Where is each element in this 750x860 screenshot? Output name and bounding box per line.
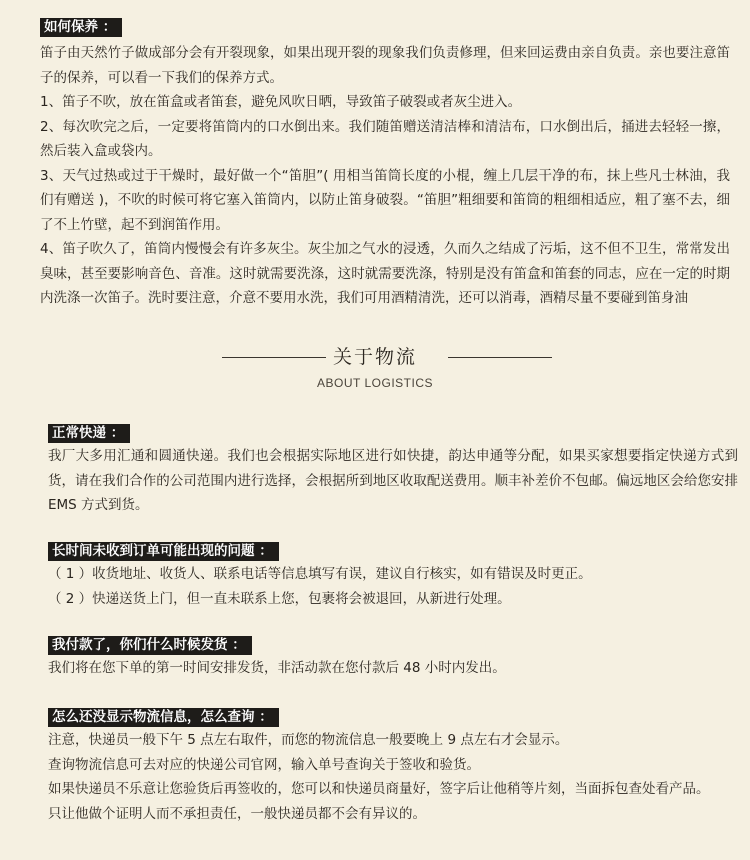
logistics-subtitle: ABOUT LOGISTICS [317, 376, 433, 390]
section-title: 怎么还没显示物流信息，怎么查询 ： [48, 708, 279, 727]
care-section [40, 16, 730, 311]
section-text: （ 1 ）收货地址、收货人、联系电话等信息填写有误，建议自行核实，如有错误及时更正。 [48, 566, 592, 582]
care-paragraph: 3、天气过热或过于干燥时，最好做一个“笛胆”( 用相当笛筒长度的小棍，缠上几层干净的布，抹上些凡士林油，我们有赠送 )，不吹的时候可将它塞入笛筒内，以防止笛身破裂。“笛胆”粗细要和笛筒的粗细相适应，粗了塞不去，细了不上竹壁，起不到润笛作用。 [40, 167, 730, 233]
logistics-heading [0, 338, 750, 390]
care-paragraph: 4、笛子吹久了，笛筒内慢慢会有许多灰尘。灰尘加之气水的浸透，久而久之结成了污垢，这不但不卫生，常常发出臭味，甚至要影响音色、音准。这时就需要洗涤，这时就需要洗涤，特别是没有笛盒和笛套的同志，应在一定的时期内洗涤一次笛子。洗时要注意，介意不要用水洗，我们可用酒精清洗，还可以消毒，酒精尽量不要碰到笛身油 [40, 241, 730, 306]
section-text: 如果快递员不乐意让您验货后再签收的，您可以和快递员商量好，签字后让他稍等片刻，当面拆包查处看产品。 [48, 781, 710, 797]
section-text: 我厂大多用汇通和圆通快递。我们也会根据实际地区进行如快捷，韵达申通等分配，如果买家想要指定快递方式到货，请在我们合作的公司范围内进行选择，会根据所到地区收取配送费用。顺丰补差价不包邮。偏远地区会给您安排 EMS 方式到货。 [48, 448, 738, 513]
section-text: 我们将在您下单的第一时间安排发货，非活动款在您付款后 48 小时内发出。 [48, 660, 506, 676]
logistics-title: 关于物流 [332, 346, 417, 368]
section-text: 注意，快递员一般下午 5 点左右取件，而您的物流信息一般要晚上 9 点左右才会显示。 [48, 732, 569, 748]
care-title: 如何保养 ： [40, 18, 122, 37]
care-paragraph: 2、每次吹完之后，一定要将笛筒内的口水倒出来。我们随笛赠送清洁棒和清洁布，口水倒出后，捅进去轻轻一擦，然后装入盒或袋内。 [40, 118, 730, 159]
section-text: （ 2 ）快递送货上门，但一直未联系上您，包裹将会被退回，从新进行处理。 [48, 590, 511, 607]
section-text: 查询物流信息可去对应的快递公司官网，输入单号查询关于签收和验货。 [48, 756, 480, 773]
heading-divider-left [222, 357, 326, 358]
heading-divider-right [448, 357, 552, 358]
care-paragraph: 笛子由天然竹子做成部分会有开裂现象，如果出现开裂的现象我们负责修理，但来回运费由亲自负责。亲也要注意笛子的保养，可以看一下我们的保养方式。 [40, 45, 730, 86]
tracking-info-section [48, 706, 738, 826]
section-title: 正常快递 ： [48, 424, 130, 443]
care-paragraph: 1、笛子不吹，放在笛盒或者笛套，避免风吹日晒，导致笛子破裂或者灰尘进入。 [40, 94, 522, 110]
section-text: 只让他做个证明人而不承担责任，一般快递员都不会有异议的。 [48, 805, 426, 822]
section-title: 我付款了，你们什么时候发货 ： [48, 636, 252, 655]
section-title: 长时间未收到订单可能出现的问题 ： [48, 542, 279, 561]
shipping-time-section [48, 634, 738, 681]
missing-order-section [48, 540, 738, 611]
normal-shipping-section [48, 422, 738, 518]
